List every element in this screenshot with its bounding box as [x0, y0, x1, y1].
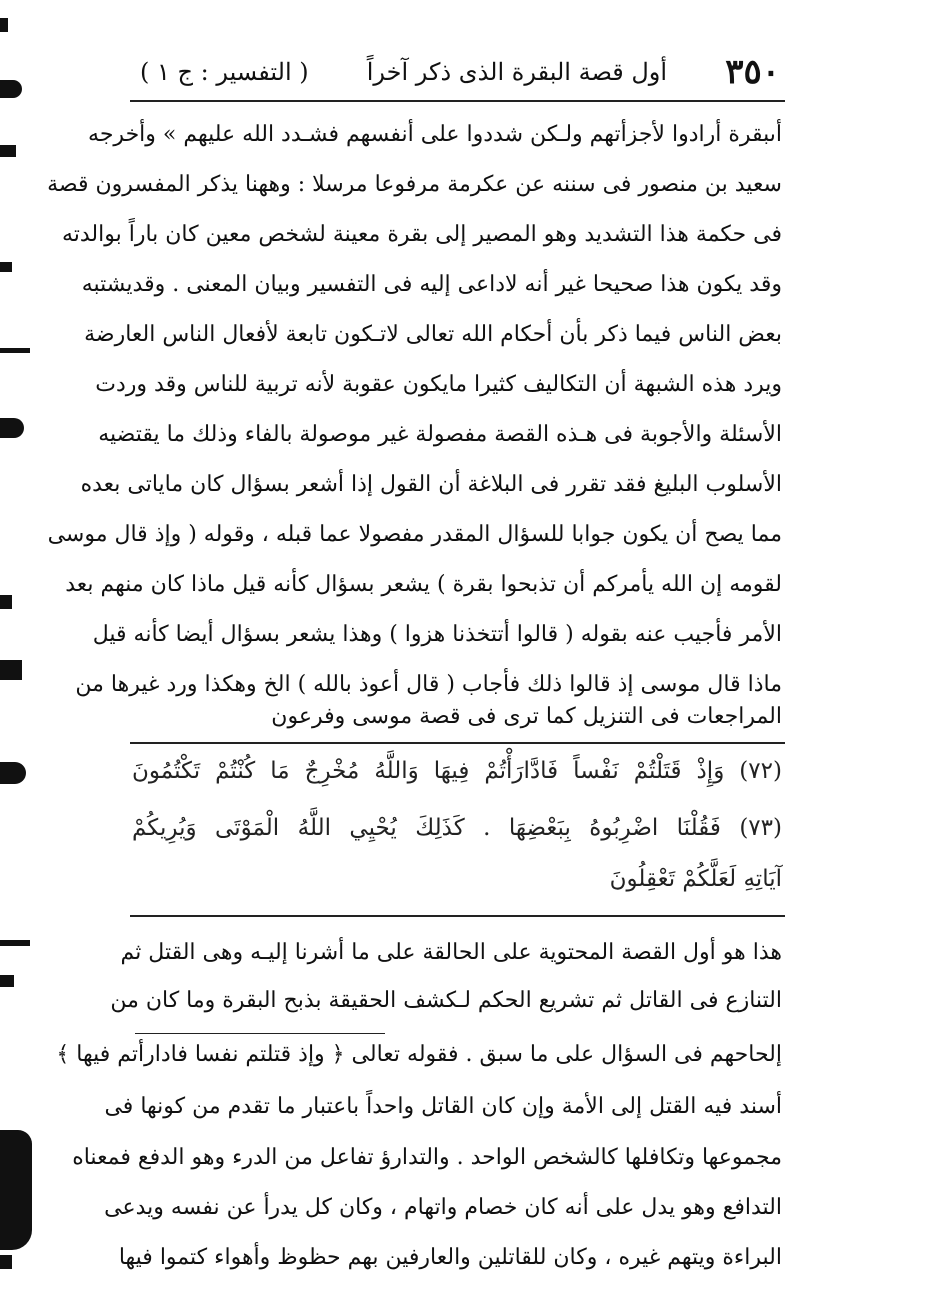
scan-margin-mark [0, 348, 30, 353]
scan-margin-mark [0, 595, 12, 609]
text-line: ويرد هذه الشبهة أن التكاليف كثيرا مايكون عقوبة لأنه تربية للناس وقد وردت [95, 372, 782, 397]
text-line: وقد يكون هذا صحيحا غير أنه لاداعى إليه فى التفسير وبيان المعنى . وقديشتبه [81, 272, 782, 297]
scan-margin-mark [0, 660, 22, 680]
commentary-line: أسند فيه القتل إلى الأمة وإن كان القاتل واحداً باعتبار ما تقدم من كونها فى [104, 1094, 782, 1119]
scan-margin-mark [0, 1255, 12, 1269]
scan-margin-mark [0, 940, 30, 946]
running-title: أول قصة البقرة الذى ذكر آخراً [366, 58, 668, 86]
text-line: مما يصح أن يكون جوابا للسؤال المقدر مفصولا عما قبله ، وقوله ( وإذ قال موسى [47, 522, 782, 547]
commentary-line: مجموعها وتكافلها كالشخص الواحد . والتدارؤ تفاعل من الدرء وهو الدفع فمعناه [72, 1145, 782, 1170]
verse-line: (٧٢) وَإِذْ قَتَلْتُمْ نَفْساً فَادَّارَأْتُمْ فِيهَا وَاللَّهُ مُخْرِجٌ مَا كُنْتُمْ تَكْتُمُونَ [132, 758, 782, 784]
page-number: ٣٥٠ [725, 52, 780, 92]
text-line: أىبقرة أرادوا لأجزأتهم ولـكن شددوا على أنفسهم فشـدد الله عليهم » وأخرجه [88, 122, 782, 147]
text-line: الأمر فأجيب عنه بقوله ( قالوا أتتخذنا هزوا ) وهذا يشعر بسؤال أيضا كأنه قيل [92, 622, 782, 647]
verse-line: آيَاتِهِ لَعَلَّكُمْ تَعْقِلُونَ [609, 866, 782, 892]
text-line: سعيد بن منصور فى سننه عن عكرمة مرفوعا مرسلا : وههنا يذكر المفسرون قصة [47, 172, 782, 197]
text-line: ماذا قال موسى إذ قالوا ذلك فأجاب ( قال أعوذ بالله ) الخ وهكذا ورد غيرها من [75, 672, 782, 697]
scan-margin-mark [0, 1130, 32, 1250]
text-line: الأسلوب البليغ فقد تقرر فى البلاغة أن القول إذا أشعر بسؤال كان ماياتى بعده [80, 472, 782, 497]
scan-margin-mark [0, 262, 12, 272]
text-line: فى حكمة هذا التشديد وهو المصير إلى بقرة معينة لشخص معين كان باراً بوالدته [61, 222, 782, 247]
text-line: الأسئلة والأجوبة فى هـذه القصة مفصولة غير موصولة بالفاء وذلك ما يقتضيه [98, 422, 782, 447]
commentary-line: إلحاحهم فى السؤال على ما سبق . فقوله تعالى ﴿ وإذ قتلتم نفسا فادارأتم فيها ﴾ [56, 1042, 782, 1067]
verse-line: (٧٣) فَقُلْنَا اضْرِبُوهُ بِبَعْضِهَا . كَذَلِكَ يُحْيِي اللَّهُ الْمَوْتَى وَيُرِيكُمْ [132, 815, 782, 841]
scan-margin-mark [0, 145, 16, 157]
text-line: لقومه إن الله يأمركم أن تذبحوا بقرة ) يشعر بسؤال كأنه قيل ماذا كان منهم بعد [65, 572, 782, 597]
verse-bottom-rule [130, 915, 785, 917]
separator-rule [135, 1033, 385, 1034]
text-line: المراجعات فى التنزيل كما ترى فى قصة موسى وفرعون [271, 704, 782, 729]
scan-margin-mark [0, 80, 22, 98]
text-line: بعض الناس فيما ذكر بأن أحكام الله تعالى لاتـكون تابعة لأفعال الناس العارضة [84, 322, 782, 347]
verse-top-rule [130, 742, 785, 744]
scan-margin-mark [0, 18, 8, 32]
commentary-line: التنازع فى القاتل ثم تشريع الحكم لـكشف الحقيقة بذبح البقرة وما كان من [110, 988, 782, 1013]
scan-margin-mark [0, 418, 24, 438]
commentary-line: التدافع وهو يدل على أنه كان خصام واتهام ، وكان كل يدرأ عن نفسه ويدعى [104, 1195, 782, 1220]
scan-margin-mark [0, 975, 14, 987]
page-header [140, 52, 780, 92]
section-label: ( التفسير : ج ١ ) [140, 58, 309, 86]
scan-margin-mark [0, 762, 26, 784]
header-rule [130, 100, 785, 102]
commentary-line: البراءة ويتهم غيره ، وكان للقاتلين والعارفين بهم حظوظ وأهواء كتموا فيها [118, 1245, 782, 1270]
commentary-line: هذا هو أول القصة المحتوية على الحالقة على ما أشرنا إليـه وهى القتل ثم [120, 940, 782, 965]
